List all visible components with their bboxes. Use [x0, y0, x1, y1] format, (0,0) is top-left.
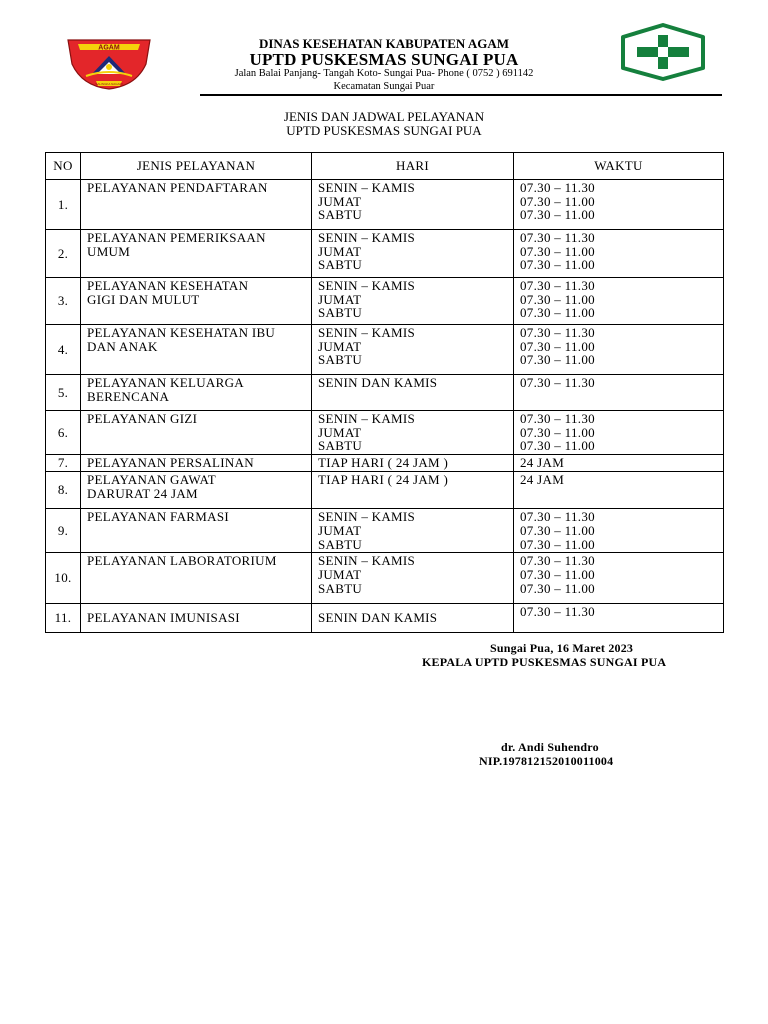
service-line: PELAYANAN PERSALINAN [87, 455, 254, 471]
time-cell [514, 411, 724, 455]
table-body [46, 180, 724, 633]
day-cell [312, 230, 514, 278]
signatory-name: dr. Andi Suhendro [501, 740, 599, 754]
time-line: 07.30 – 11.00 [520, 338, 595, 354]
service-schedule-table [45, 152, 724, 633]
header-day: HARI [312, 153, 514, 180]
day-line: SABTU [318, 257, 363, 273]
time-cell [514, 230, 724, 278]
header-service: JENIS PELAYANAN [81, 153, 312, 180]
time-line: 07.30 – 11.00 [520, 580, 595, 596]
service-line: PELAYANAN KELUARGA [87, 375, 244, 390]
service-line: UMUM [87, 243, 131, 259]
time-line: 07.30 – 11.00 [520, 522, 595, 538]
day-line: SABTU [318, 207, 363, 223]
service-line: PELAYANAN FARMASI [87, 509, 229, 525]
time-line: 07.30 – 11.00 [520, 305, 595, 321]
day-line: SENIN – KAMIS [318, 230, 416, 245]
service-cell [81, 509, 312, 553]
time-line: 07.30 – 11.30 [520, 180, 595, 195]
day-cell [312, 411, 514, 455]
agam-regency-logo [64, 34, 154, 90]
time-cell [514, 325, 724, 375]
day-line: JUMAT [318, 338, 362, 354]
table-row [46, 278, 724, 325]
header-no: NO [46, 153, 81, 180]
district-line: Kecamatan Sungai Puar [333, 81, 435, 92]
signature-place-date: Sungai Pua, 16 Maret 2023 [490, 641, 634, 655]
puskesmas-logo [620, 22, 706, 82]
row-number: 10. [46, 553, 81, 604]
table-row [46, 455, 724, 472]
day-cell [312, 472, 514, 509]
table-row [46, 180, 724, 230]
agam-logo-text: AGAM [98, 44, 120, 52]
time-line: 07.30 – 11.00 [520, 352, 595, 368]
row-number: 8. [46, 472, 81, 509]
time-line: 07.30 – 11.00 [520, 243, 595, 259]
time-cell [514, 278, 724, 325]
table-row [46, 375, 724, 411]
day-cell [312, 278, 514, 325]
day-line: JUMAT [318, 424, 362, 440]
service-line: GIGI DAN MULUT [87, 291, 200, 307]
row-number: 9. [46, 509, 81, 553]
day-line: SENIN – KAMIS [318, 325, 416, 340]
day-line: SENIN – KAMIS [318, 509, 416, 525]
service-cell [81, 455, 312, 472]
signatory-nip: NIP.197812152010011004 [479, 754, 614, 768]
service-line: PELAYANAN GAWAT [87, 472, 217, 488]
day-cell [312, 604, 514, 633]
row-number: 4. [46, 325, 81, 375]
time-line: 07.30 – 11.30 [520, 230, 595, 245]
time-line: 24 JAM [520, 472, 565, 488]
service-cell [81, 278, 312, 325]
day-line: SENIN – KAMIS [318, 553, 416, 569]
day-line: SENIN – KAMIS [318, 278, 416, 293]
service-cell [81, 604, 312, 633]
day-line: TIAP HARI ( 24 JAM ) [318, 455, 449, 471]
document-title-line-2: UPTD PUSKESMAS SUNGAI PUA [286, 123, 482, 138]
day-line: SENIN – KAMIS [318, 180, 416, 195]
time-line: 07.30 – 11.00 [520, 207, 595, 223]
table-row [46, 604, 724, 633]
service-cell [81, 325, 312, 375]
time-line: 07.30 – 11.00 [520, 424, 595, 440]
day-line: JUMAT [318, 193, 362, 209]
address-line: Jalan Balai Panjang- Tangah Koto- Sungai Pua- Phone ( 0752 ) 691142 [234, 68, 534, 79]
agam-logo-subtext: SALINGKA NAGARI [95, 82, 123, 86]
time-line: 07.30 – 11.30 [520, 411, 595, 426]
day-line: SABTU [318, 438, 363, 454]
time-line: 07.30 – 11.30 [520, 325, 595, 340]
day-line: JUMAT [318, 566, 362, 582]
time-line: 07.30 – 11.30 [520, 278, 595, 293]
day-line: TIAP HARI ( 24 JAM ) [318, 472, 449, 488]
service-cell [81, 180, 312, 230]
time-line: 07.30 – 11.30 [520, 509, 595, 525]
signature-position: KEPALA UPTD PUSKESMAS SUNGAI PUA [422, 655, 667, 669]
table-row [46, 472, 724, 509]
time-line: 24 JAM [520, 455, 565, 471]
service-cell [81, 375, 312, 411]
time-cell [514, 180, 724, 230]
row-number: 2. [46, 230, 81, 278]
time-line: 07.30 – 11.30 [520, 553, 595, 569]
institution-name: UPTD PUSKESMAS SUNGAI PUA [249, 50, 519, 69]
header-divider [200, 94, 722, 96]
service-line: PELAYANAN KESEHATAN [87, 278, 249, 293]
day-line: SENIN DAN KAMIS [318, 375, 438, 390]
table-row [46, 553, 724, 604]
time-line: 07.30 – 11.00 [520, 193, 595, 209]
row-number: 5. [46, 375, 81, 411]
service-cell [81, 411, 312, 455]
day-line: JUMAT [318, 291, 362, 307]
row-number: 7. [46, 455, 81, 472]
time-cell [514, 472, 724, 509]
time-line: 07.30 – 11.00 [520, 438, 595, 454]
table-row [46, 509, 724, 553]
table-header-row [46, 153, 724, 180]
time-line: 07.30 – 11.00 [520, 536, 595, 552]
row-number: 1. [46, 180, 81, 230]
time-line: 07.30 – 11.00 [520, 257, 595, 273]
time-line: 07.30 – 11.00 [520, 566, 595, 582]
day-cell [312, 180, 514, 230]
time-cell [514, 604, 724, 633]
day-line: SABTU [318, 536, 363, 552]
day-cell [312, 325, 514, 375]
day-cell [312, 553, 514, 604]
time-cell [514, 553, 724, 604]
table-row [46, 230, 724, 278]
service-line: PELAYANAN PENDAFTARAN [87, 180, 268, 195]
day-line: SABTU [318, 580, 363, 596]
row-number: 11. [46, 604, 81, 633]
header-time: WAKTU [514, 153, 724, 180]
service-line: PELAYANAN KESEHATAN IBU [87, 325, 276, 340]
day-cell [312, 509, 514, 553]
day-line: SENIN DAN KAMIS [318, 610, 438, 626]
service-line: PELAYANAN LABORATORIUM [87, 553, 277, 569]
agency-name: DINAS KESEHATAN KABUPATEN AGAM [258, 36, 510, 51]
service-cell [81, 230, 312, 278]
day-line: JUMAT [318, 243, 362, 259]
service-line: BERENCANA [87, 388, 170, 404]
service-line: PELAYANAN PEMERIKSAAN [87, 230, 266, 245]
row-number: 3. [46, 278, 81, 325]
time-cell [514, 375, 724, 411]
day-cell [312, 455, 514, 472]
service-cell [81, 472, 312, 509]
time-cell [514, 509, 724, 553]
service-line: DAN ANAK [87, 338, 158, 354]
table-row [46, 411, 724, 455]
service-line: DARURAT 24 JAM [87, 485, 198, 501]
service-cell [81, 553, 312, 604]
day-line: SENIN – KAMIS [318, 411, 416, 426]
time-line: 07.30 – 11.30 [520, 375, 595, 390]
day-cell [312, 375, 514, 411]
document-title-line-1: JENIS DAN JADWAL PELAYANAN [283, 109, 485, 124]
day-line: SABTU [318, 352, 363, 368]
day-line: JUMAT [318, 522, 362, 538]
service-line: PELAYANAN IMUNISASI [87, 610, 240, 626]
service-line: PELAYANAN GIZI [87, 411, 198, 426]
time-line: 07.30 – 11.30 [520, 604, 595, 620]
table-row [46, 325, 724, 375]
day-line: SABTU [318, 305, 363, 321]
row-number: 6. [46, 411, 81, 455]
time-cell [514, 455, 724, 472]
time-line: 07.30 – 11.00 [520, 291, 595, 307]
